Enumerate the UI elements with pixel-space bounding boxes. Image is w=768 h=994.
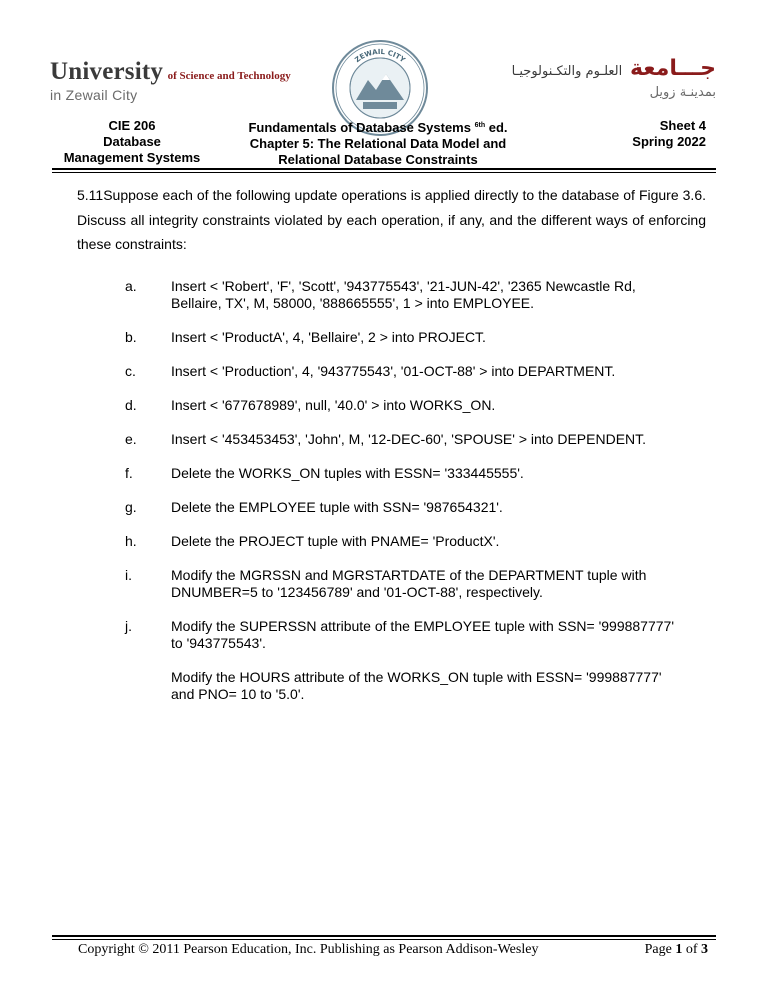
book-title: Fundamentals of Database Systems $^{6th}$ ed. [248,120,508,135]
course-info [52,118,212,166]
university-city: in Zewail City [50,87,138,103]
university-subtitle-ar: العلـوم والتكـنولوجيـا [511,64,623,79]
copyright: Copyright © 2011 Pearson Education, Inc. Publishing as Pearson Addison-Wesley [78,942,539,957]
question-intro: 5.11Suppose each of the following update operations is applied directly to the database of Figure 3.6. Discuss all integrity constraints violated by each operation, if any, and the different ways of enforcing these constraints: [77,187,706,252]
question-items [125,278,685,703]
course-name-line2: Management Systems [63,150,201,165]
list-item: h. Delete the PROJECT tuple with PNAME= 'ProductX'. [125,533,500,549]
list-item: f. Delete the WORKS_ON tuples with ESSN= '333445555'. [125,465,524,481]
list-item: j. Modify the SUPERSSN attribute of the EMPLOYEE tuple with SSN= '999887777' to '943775543'. [125,618,675,651]
list-item: d. Insert < '677678989', null, '40.0' > into WORKS_ON. [125,397,496,413]
list-item: b. Insert < 'ProductA', 4, 'Bellaire', 2 > into PROJECT. [125,329,486,345]
emblem-text: ZEWAIL CITY [353,47,407,65]
page-number: Page 1 of 3 [644,942,708,957]
term: Spring 2022 [632,134,706,149]
university-city-ar: بمدينـة زويل [649,85,716,100]
header-rule-thin [52,172,716,173]
list-item: g. Delete the EMPLOYEE tuple with SSN= '987654321'. [125,499,503,515]
chapter-title-line2: Relational Database Constraints [278,152,478,167]
university-logo-arabic [461,56,716,110]
sheet-number: Sheet 4 [659,118,706,133]
book-info [228,118,528,168]
list-item: c. Insert < 'Production', 4, '943775543', '01-OCT-88' > into DEPARTMENT. [125,363,616,379]
list-item: i. Modify the MGRSSN and MGRSTARTDATE of the DEPARTMENT tuple with DNUMBER=5 to '123456789' and '01-OCT-88', respectively. [125,567,647,600]
university-logo-english [50,58,310,108]
sheet-info [586,118,706,150]
book-edition: 6th [474,122,486,129]
list-item: e. Insert < '453453453', 'John', M, '12-DEC-60', 'SPOUSE' > into DEPENDENT. [125,431,647,447]
footer-rule-thin [52,939,716,940]
header-rule [52,168,716,170]
course-code: CIE 206 [108,118,156,133]
university-name: University [50,58,164,85]
course-name-line1: Database [103,134,161,149]
footer [78,942,708,958]
list-item: a. Insert < 'Robert', 'F', 'Scott', '943775543', '21-JUN-42', '2365 Newcastle Rd, Bellaire, TX', M, 58000, '888665555', 1 > into EMPLOYEE. [125,278,636,311]
university-subtitle: of Science and Technology [167,70,291,82]
list-item-extra: Modify the HOURS attribute of the WORKS_ON tuple with ESSN= '999887777' and PNO= 10 to '5.0'. [171,669,662,702]
university-name-ar: جـــامعة [629,56,716,81]
footer-rule [52,935,716,937]
chapter-title-line1: Chapter 5: The Relational Data Model and [249,136,507,151]
